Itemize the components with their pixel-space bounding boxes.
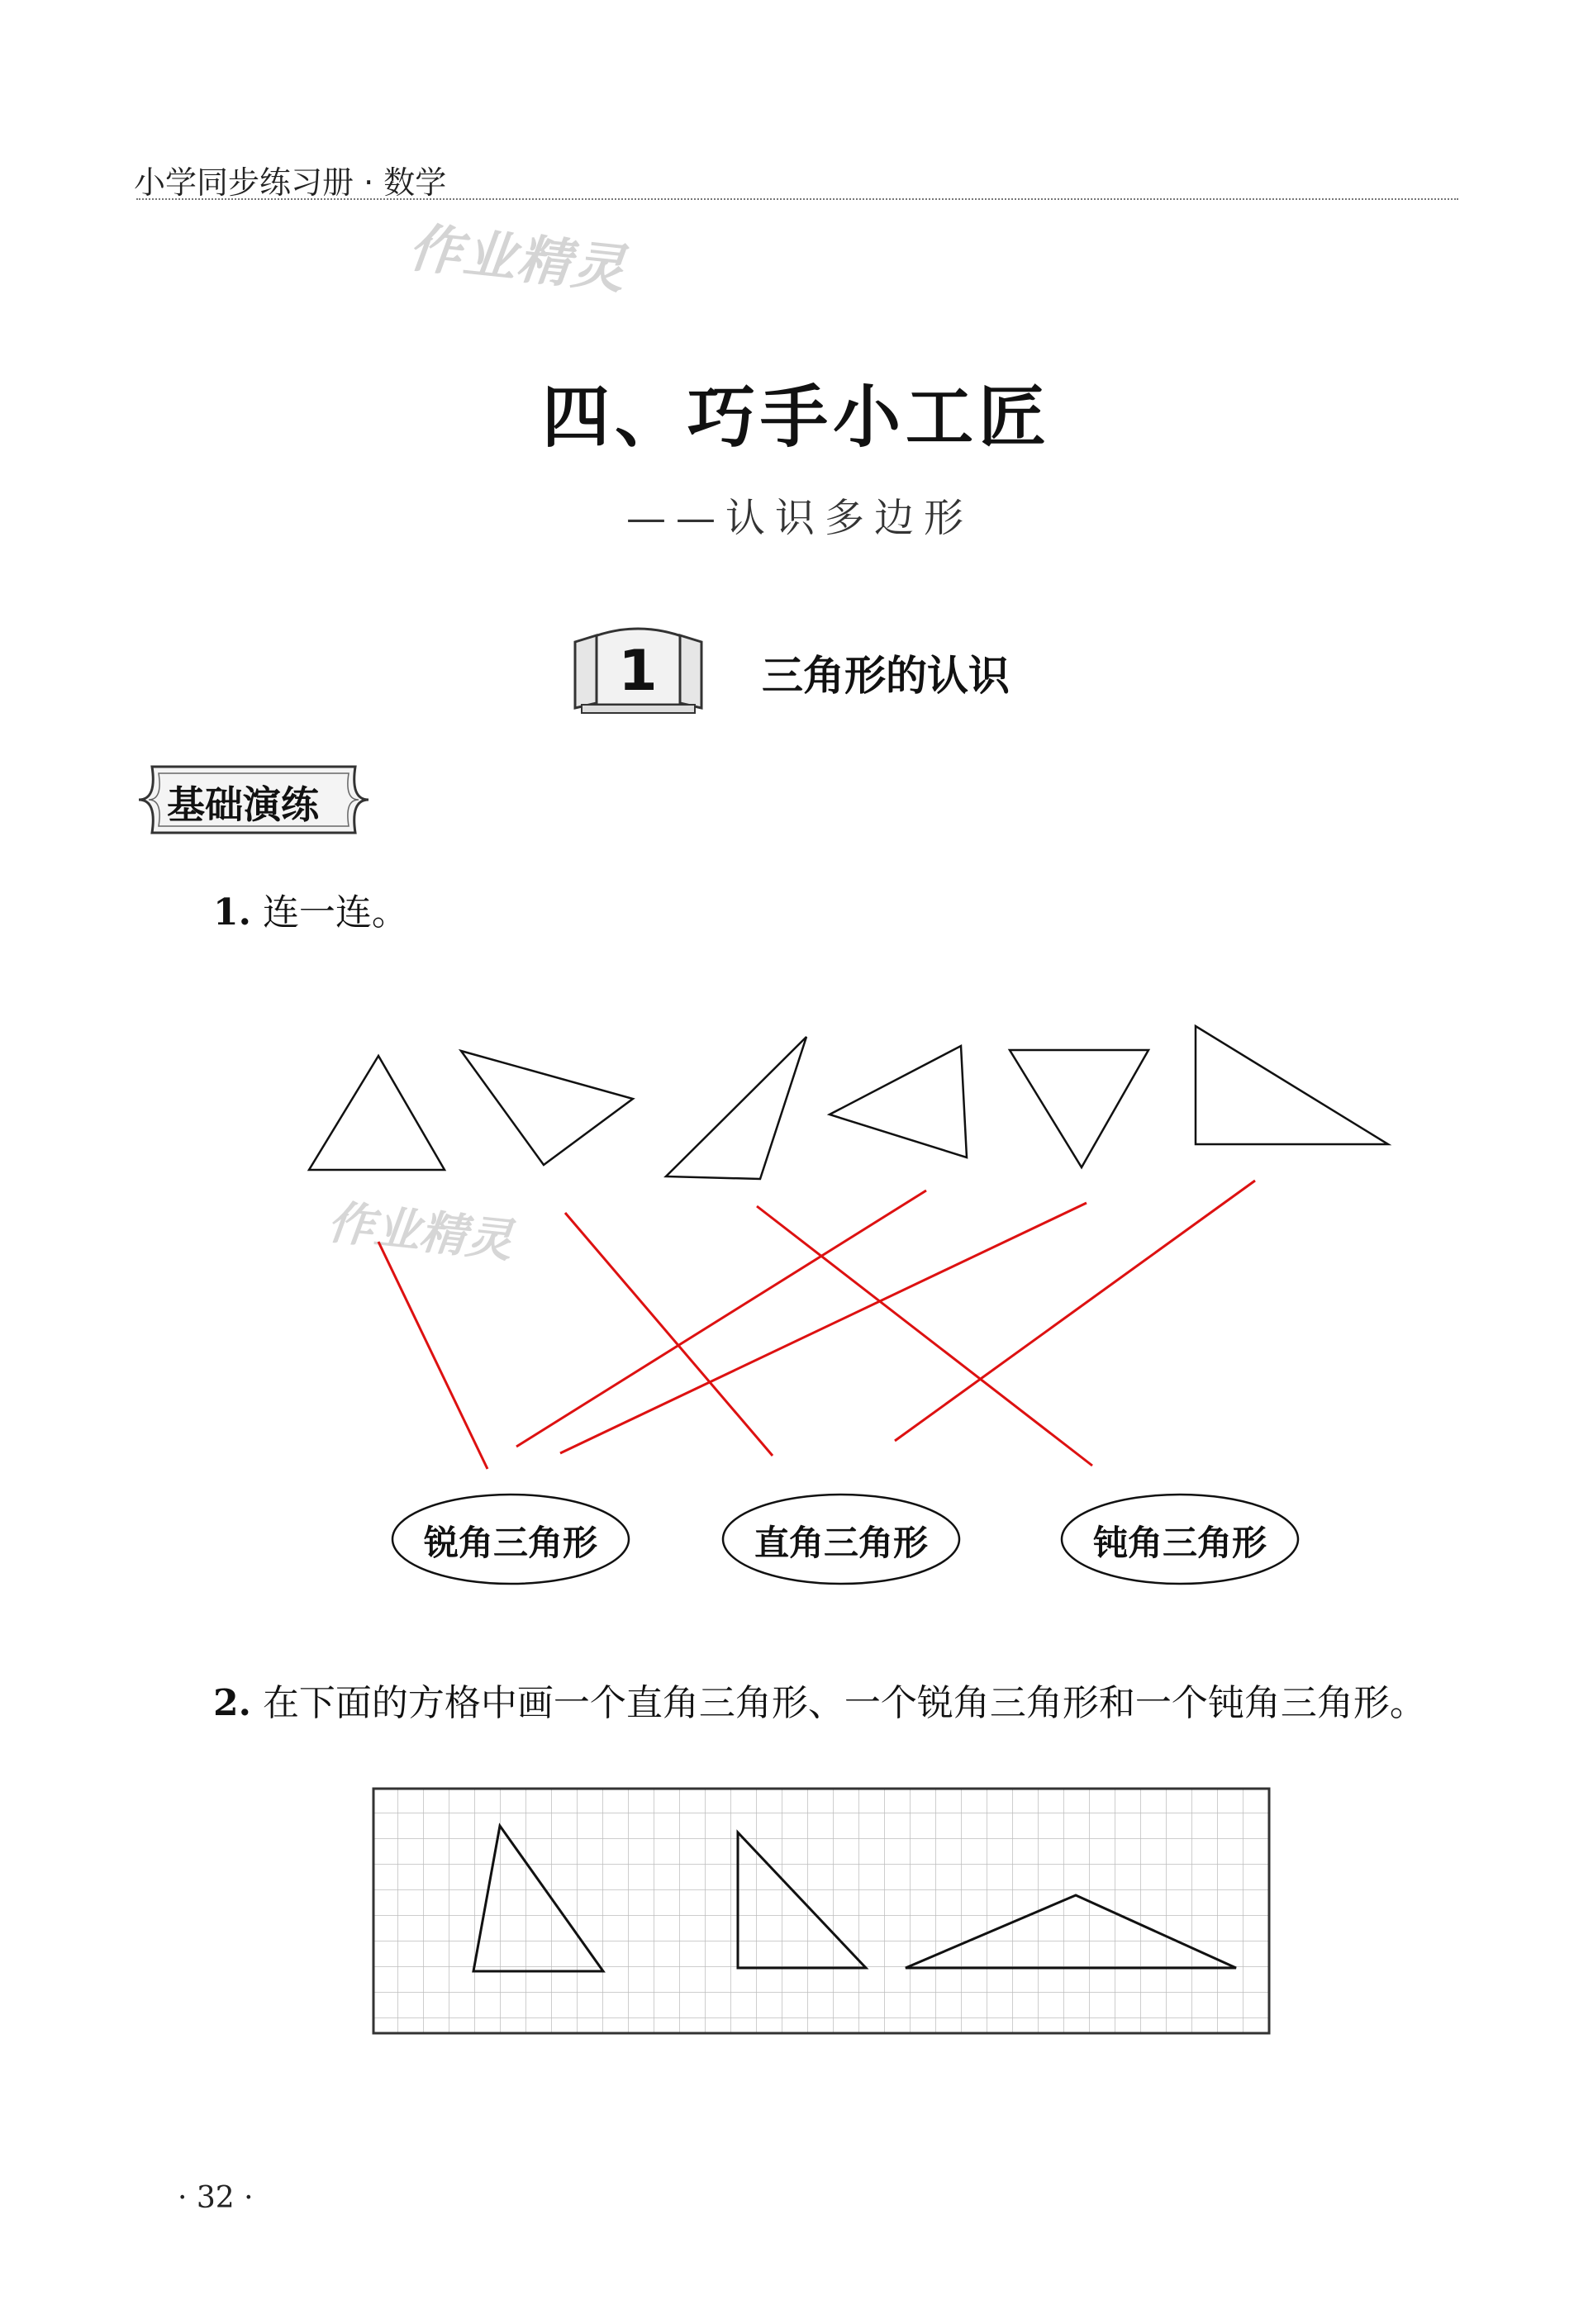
triangle-4: [830, 1046, 967, 1157]
answer-line: [895, 1181, 1255, 1441]
question-2-text: 在下面的方格中画一个直角三角形、一个锐角三角形和一个钝角三角形。: [262, 1682, 1426, 1724]
lesson-number: 1: [618, 639, 658, 704]
answer-line: [560, 1203, 1087, 1453]
question-1-text: 连一连。: [262, 891, 408, 934]
label-right-triangle: 直角三角形: [754, 1523, 928, 1563]
label-acute-triangle: 锐角三角形: [423, 1523, 597, 1563]
chapter-title: 四、巧手小工匠: [541, 378, 1051, 457]
answer-line: [565, 1213, 773, 1456]
question-1-number: 1.: [213, 891, 251, 934]
triangle-2: [461, 1051, 633, 1165]
triangle-3: [666, 1037, 806, 1179]
question-2: [213, 1673, 1426, 1726]
triangle-5: [1010, 1050, 1148, 1167]
grid-drawing-area: [372, 1787, 1271, 2035]
answer-line: [378, 1242, 487, 1469]
question-2-number: 2.: [213, 1682, 251, 1724]
triangle-set: [309, 1026, 1388, 1179]
running-header: 小学同步练习册 · 数学: [134, 164, 447, 201]
watermark-top: 作业精灵: [406, 217, 630, 302]
label-obtuse-triangle: 钝角三角形: [1092, 1523, 1267, 1563]
chapter-subtitle: ——认识多边形: [626, 495, 974, 541]
triangle-1: [309, 1056, 445, 1170]
section-tag-label: 基础演练: [167, 782, 319, 827]
triangle-6: [1196, 1026, 1388, 1144]
watermark-mid: 作业精灵: [325, 1195, 516, 1269]
page-number: · 32 ·: [178, 2181, 254, 2215]
grid-paper: [373, 1789, 1269, 2033]
lesson-title: 三角形的认识: [762, 651, 1010, 700]
